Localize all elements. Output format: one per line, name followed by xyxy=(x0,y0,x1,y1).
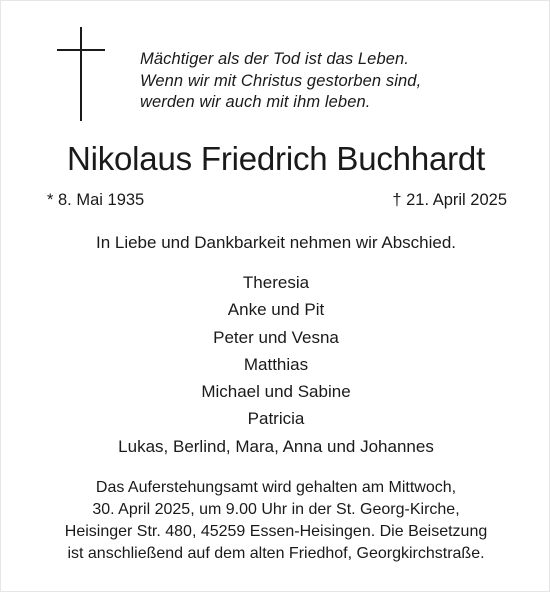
life-dates xyxy=(47,189,507,211)
death-date: † 21. April 2025 xyxy=(392,191,507,209)
notice-line: ist anschließend auf dem alten Friedhof, Georgkirchstraße. xyxy=(67,545,485,562)
verse-line: Wenn wir mit Christus gestorben sind, xyxy=(140,71,422,90)
cross-icon xyxy=(57,27,105,121)
mourner-entry: Michael und Sabine xyxy=(201,382,351,402)
verse-line: Mächtiger als der Tod ist das Leben. xyxy=(140,50,409,68)
mourner-entry: Theresia xyxy=(242,273,310,292)
mourner-entry: Lukas, Berlind, Mara, Anna und Johannes xyxy=(118,436,434,456)
mourner-entry: Peter und Vesna xyxy=(213,327,339,347)
notice-line: 30. April 2025, um 9.00 Uhr in der St. Georg-Kirche, xyxy=(92,501,460,518)
mourner-entry: Patricia xyxy=(247,409,305,429)
farewell-line: In Liebe und Dankbarkeit nehmen wir Abschied. xyxy=(95,233,457,252)
birth-date: * 8. Mai 1935 xyxy=(47,191,145,209)
cross-vertical-bar xyxy=(80,27,82,121)
notice-line: Das Auferstehungsamt wird gehalten am Mittwoch, xyxy=(95,479,457,496)
deceased-name: Nikolaus Friedrich Buchhardt xyxy=(66,140,486,177)
verse-line: werden wir auch mit ihm leben. xyxy=(140,93,371,111)
bible-verse xyxy=(140,49,421,114)
mourner-entry: Matthias xyxy=(243,354,309,374)
cross-horizontal-bar xyxy=(57,49,105,51)
mourners-list xyxy=(1,269,550,460)
service-notice xyxy=(1,477,550,565)
mourner-entry: Anke und Pit xyxy=(227,300,325,320)
notice-line: Heisinger Str. 480, 45259 Essen-Heisingen. Die Beisetzung xyxy=(64,523,488,540)
